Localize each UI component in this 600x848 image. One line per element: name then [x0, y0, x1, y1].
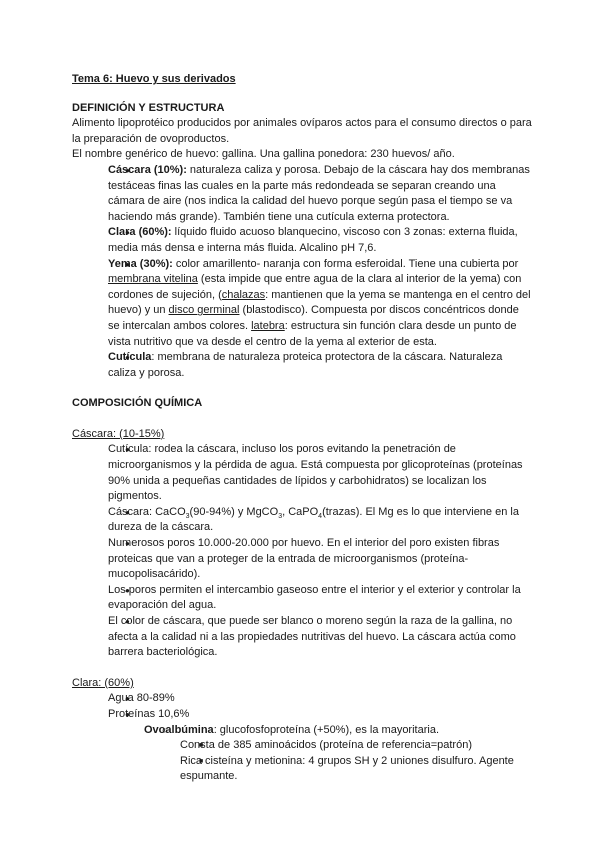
list-item-ovoalbumina: ○ Ovoalbúmina: glucofosfoproteína (+50%), es la mayoritaria. ■ Consta de 385 aminoácidos (proteína de referencia=patrón) ■ Rica cisteína y metionina: 4 grupos SH y 2 uniones disulfuro. Agente espumante.: [144, 723, 532, 785]
list-item-cascara-composicion: ● Cáscara: CaCO$_3$(90-94%) y MgCO$_3$, CaPO$_4$(trazas). El Mg es lo que interviene en la dureza de la cáscara.: [108, 505, 532, 536]
list-item-cuticula: ● Cutícula: membrana de naturaleza proteica protectora de la cáscara. Naturaleza caliza y porosa.: [108, 350, 532, 381]
paragraph-definicion: Alimento lipoprotéico producidos por animales ovíparos actos para el consumo directos o para la preparación de ovoproductos.: [72, 117, 532, 145]
cascara-list: [72, 442, 532, 660]
subheading-clara: Clara: (60%): [72, 676, 134, 689]
list-item: ■ Rica cisteína y metionina: 4 grupos SH y 2 uniones disulfuro. Agente espumante.: [180, 754, 532, 785]
list-item-yema: ● Yema (30%): color amarillento- naranja con forma esferoidal. Tiene una cubierta por membrana vitelina (esta impide que entre agua de la clara al interior de la yema) con cordones de sujeción, (chalazas: mantienen que la yema se mantenga en el centro del huevo) y un disco germinal (blastodisco). Compuesta por discos concéntricos donde se intercalan ambos colores. latebra: estructura sin función clara desde un punto de vista nutritivo que va desde el centro de la yema al exterior de esta.: [108, 257, 532, 351]
paragraph-nombre: El nombre genérico de huevo: gallina. Una gallina ponedora: 230 huevos/ año.: [72, 148, 455, 161]
list-item: ● Agua 80-89%: [108, 691, 532, 707]
list-item: ● Cutícula: rodea la cáscara, incluso los poros evitando la penetración de microorganismos y la pérdida de agua. Está compuesta por glicoproteínas (proteínas 90% unida a pequeñas cantidades de lípidos y carbohidratos) se localizan los pigmentos.: [108, 442, 532, 504]
heading-definicion: DEFINICIÓN Y ESTRUCTURA: [72, 101, 225, 114]
document-body: [72, 72, 532, 785]
list-item: ● El color de cáscara, que puede ser blanco o moreno según la raza de la gallina, no afecta a la calidad ni a las propiedades nutritivas del huevo. La cáscara actúa como barrera bacteriológica.: [108, 614, 532, 661]
ovoalbumina-sublist: [144, 738, 532, 785]
list-item: ■ Consta de 385 aminoácidos (proteína de referencia=patrón): [180, 738, 532, 754]
list-item-cascara: ● Cáscara (10%): naturaleza caliza y porosa. Debajo de la cáscara hay dos membranas testáceas finas las cuales en la parte más redondeada se separan creando una cámara de aire (nos indica la calidad del huevo porque según pasa el tiempo se va haciendo más grande). También tiene una cutícula externa protectora.: [108, 163, 532, 225]
clara-list: [72, 691, 532, 785]
heading-composicion: COMPOSICIÓN QUÍMICA: [72, 397, 203, 410]
subheading-cascara: Cáscara: (10-15%): [72, 427, 165, 440]
document-title: Tema 6: Huevo y sus derivados: [72, 73, 236, 85]
proteinas-sublist: [108, 723, 532, 785]
structure-list: [72, 163, 532, 381]
list-item: ● Numerosos poros 10.000-20.000 por huevo. En el interior del poro existen fibras proteicas que van a proteger de la entrada de microorganismos (proteína-mucopolisacárido).: [108, 536, 532, 583]
list-item: ● Los poros permiten el intercambio gaseoso entre el interior y el exterior y controlar la evaporación del agua.: [108, 583, 532, 614]
list-item-proteinas: ● Proteínas 10,6% ○ Ovoalbúmina: glucofosfoproteína (+50%), es la mayoritaria. ■ Consta de 385 aminoácidos (proteína de referencia=patrón) ■ Rica cisteína y metionina: 4 grupos SH y 2 uniones disulfuro. Agente espumante.: [108, 707, 532, 785]
list-item-clara: ● Clara (60%): líquido fluido acuoso blanquecino, viscoso con 3 zonas: externa fluida, media más densa e interna más fluida. Alcalino pH 7,6.: [108, 225, 532, 256]
